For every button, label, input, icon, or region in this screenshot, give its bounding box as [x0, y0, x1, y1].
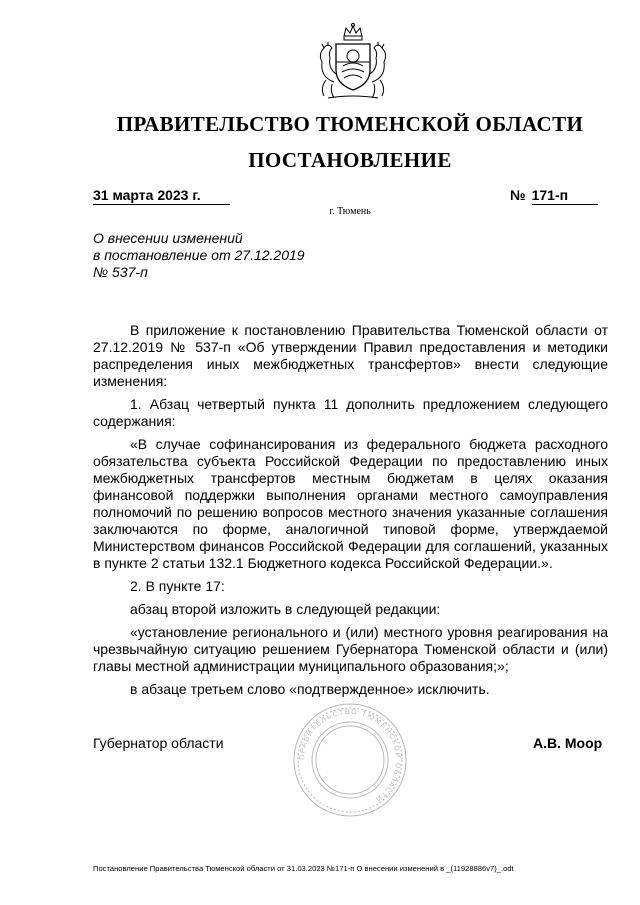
subject-line: О внесении изменений — [93, 230, 243, 246]
subject-line: в постановление от 27.12.2019 — [93, 247, 305, 263]
organization-title: ПРАВИТЕЛЬСТВО ТЮМЕНСКОЙ ОБЛАСТИ — [116, 112, 584, 136]
signatory-position: Губернатор области — [93, 735, 224, 751]
footer-file-reference: Постановление Правительства Тюменской области от 31.03.2023 №171-п О внесении изменений в _(11928886v7)_.odt — [93, 864, 514, 873]
official-seal-icon — [290, 700, 410, 820]
document-body — [93, 322, 608, 704]
body-paragraph: 2. В пункте 17: — [130, 578, 225, 594]
body-paragraph: абзац второй изложить в следующей редакции: — [130, 601, 441, 617]
document-subject — [93, 230, 353, 281]
document-number-field — [510, 187, 605, 205]
subject-line: № 537-п — [93, 264, 148, 280]
body-paragraph: В приложение к постановлению Правительства Тюменской области от 27.12.2019 № 537-п «Об утверждении Правил предоставления и методики распределения иных межбюджетных трансфертов» внести следующие изменения: — [93, 322, 608, 389]
document-type: ПОСТАНОВЛЕНИЕ — [248, 148, 452, 172]
document-city: г. Тюмень — [329, 206, 371, 217]
body-paragraph: «В случае софинансирования из федерального бюджета расходного обязательства субъекта Российской Федерации по предоставлению иных межбюджетных трансфертов местным бюджетам в целях оказания финансовой поддержки выполнения органами местного самоуправления полномочий по решению вопросов местного значения указанные соглашения заключаются по форме, аналогичной типовой форме, утверждаемой Министерством финансов Российской Федерации для соглашений, указанных в пункте 2 статьи 132.1 Бюджетного кодекса Российской Федерации.». — [93, 436, 608, 571]
signatory-name: А.В. Моор — [533, 735, 603, 751]
body-paragraph: «установление регионального и (или) местного уровня реагирования на чрезвычайную ситуацию решением Губернатора Тюменской области и (или) главы местной администрации муниципального образования;»; — [93, 624, 608, 674]
coat-of-arms-icon — [298, 22, 408, 102]
document-number: 171-п — [532, 187, 598, 205]
body-paragraph: в абзаце третьем слово «подтвержденное» исключить. — [130, 681, 490, 697]
number-sign: № — [510, 187, 526, 203]
body-paragraph: 1. Абзац четвертый пункта 11 дополнить предложением следующего содержания: — [93, 396, 608, 429]
document-date: 31 марта 2023 г. — [93, 187, 230, 205]
seal-text: ПРАВИТЕЛЬСТВО ТЮМЕНСКОЙ ОБЛАСТИ — [298, 708, 402, 804]
